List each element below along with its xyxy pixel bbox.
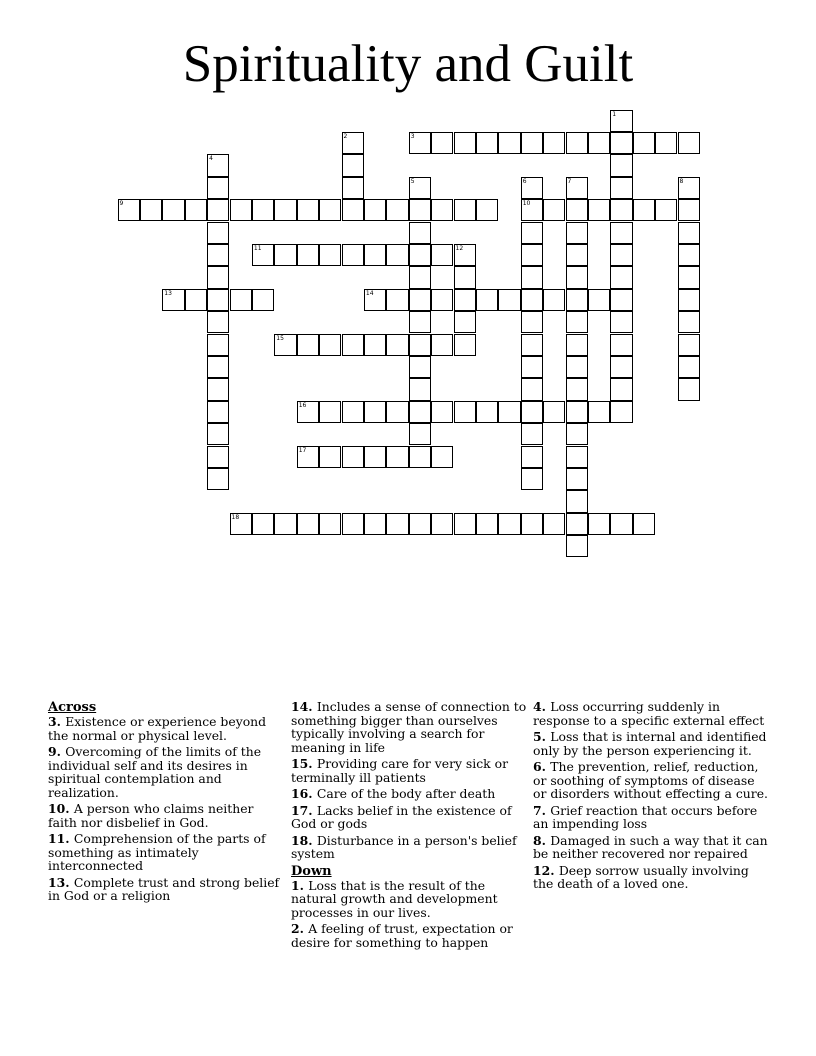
clue-number: 6	[522, 177, 527, 185]
grid-cell[interactable]	[566, 266, 588, 288]
clue-number-label: 1.	[291, 877, 309, 893]
grid-cell[interactable]	[566, 513, 588, 535]
grid-cell[interactable]	[521, 378, 543, 400]
grid-cell[interactable]	[566, 401, 588, 423]
grid-cell[interactable]	[274, 244, 296, 266]
grid-cell[interactable]	[342, 132, 364, 154]
grid-cell[interactable]	[543, 132, 565, 154]
clue-number-label: 8.	[533, 832, 551, 848]
clue-number: 2	[343, 132, 348, 140]
grid-cell[interactable]	[521, 356, 543, 378]
grid-cell[interactable]	[476, 401, 498, 423]
grid-cell[interactable]	[566, 177, 588, 199]
grid-cell[interactable]	[342, 513, 364, 535]
grid-cell[interactable]	[409, 311, 431, 333]
grid-cell[interactable]	[610, 110, 632, 132]
grid-cell[interactable]	[342, 199, 364, 221]
clue-text: Care of the body after death	[316, 786, 496, 801]
grid-cell[interactable]	[610, 222, 632, 244]
clue-number: 4	[209, 155, 213, 163]
grid-cell[interactable]	[454, 311, 476, 333]
grid-cell[interactable]	[678, 356, 700, 378]
clue-text: Existence or experience beyond the normal or physical level.	[48, 714, 267, 743]
grid-cell[interactable]	[454, 513, 476, 535]
grid-cell[interactable]	[274, 334, 296, 356]
grid-cell[interactable]	[431, 289, 453, 311]
grid-cell[interactable]	[678, 132, 700, 154]
grid-cell[interactable]	[319, 199, 341, 221]
grid-cell[interactable]	[566, 132, 588, 154]
grid-cell[interactable]	[297, 199, 319, 221]
clue-item	[533, 804, 769, 831]
grid-cell[interactable]	[431, 244, 453, 266]
grid-cell[interactable]	[498, 513, 520, 535]
clue-number-label: 12.	[533, 862, 559, 878]
clue-text: A feeling of trust, expectation or desire for something to happen	[291, 921, 513, 950]
clue-number: 17	[298, 446, 307, 454]
clue-number: 9	[119, 200, 124, 208]
grid-cell[interactable]	[319, 513, 341, 535]
clue-text: Loss that is internal and identified only by the person experiencing it.	[533, 729, 767, 758]
grid-cell[interactable]	[207, 401, 229, 423]
grid-cell[interactable]	[118, 199, 140, 221]
grid-cell[interactable]	[655, 132, 677, 154]
clue-text: Loss occurring suddenly in response to a specific external effect	[533, 699, 765, 728]
clue-number-label: 14.	[291, 699, 317, 714]
grid-cell[interactable]	[521, 132, 543, 154]
grid-cell[interactable]	[431, 334, 453, 356]
grid-cell[interactable]	[364, 244, 386, 266]
grid-cell[interactable]	[454, 289, 476, 311]
clue-item	[533, 700, 769, 727]
grid-cell[interactable]	[588, 401, 610, 423]
clue-text: Disturbance in a person's belief system	[291, 832, 517, 861]
grid-cell[interactable]	[140, 199, 162, 221]
clue-number-label: 6.	[533, 759, 551, 774]
clue-item	[291, 700, 527, 754]
grid-cell[interactable]	[521, 423, 543, 445]
grid-cell[interactable]	[162, 289, 184, 311]
clue-number-label: 13.	[48, 874, 74, 890]
grid-cell[interactable]	[431, 199, 453, 221]
grid-cell[interactable]	[610, 378, 632, 400]
grid-cell[interactable]	[386, 289, 408, 311]
grid-cell[interactable]	[409, 356, 431, 378]
grid-cell[interactable]	[274, 513, 296, 535]
grid-cell[interactable]	[521, 222, 543, 244]
grid-cell[interactable]	[476, 199, 498, 221]
grid-cell[interactable]	[566, 334, 588, 356]
grid-cell[interactable]	[207, 177, 229, 199]
grid-cell[interactable]	[230, 199, 252, 221]
grid-cell[interactable]	[364, 446, 386, 468]
clue-text: Includes a sense of connection to something bigger than ourselves typically involving a search for meaning in life	[291, 699, 527, 755]
grid-cell[interactable]	[633, 513, 655, 535]
grid-cell[interactable]	[409, 177, 431, 199]
grid-cell[interactable]	[409, 289, 431, 311]
grid-cell[interactable]	[521, 244, 543, 266]
grid-cell[interactable]	[409, 244, 431, 266]
clue-item	[533, 834, 769, 861]
clue-number-label: 3.	[48, 714, 66, 729]
grid-cell[interactable]	[409, 401, 431, 423]
grid-cell[interactable]	[454, 132, 476, 154]
clue-number-label: 15.	[291, 756, 317, 771]
across-clue-list-continued	[291, 700, 527, 861]
clue-number: 7	[567, 177, 572, 185]
clue-text: Complete trust and strong belief in God or a religion	[48, 874, 280, 903]
grid-cell[interactable]	[454, 401, 476, 423]
clue-number-label: 5.	[533, 729, 551, 744]
grid-cell[interactable]	[454, 244, 476, 266]
clue-item	[291, 757, 527, 784]
clue-text: Loss that is the result of the natural growth and development processes in our lives.	[291, 877, 498, 920]
grid-cell[interactable]	[185, 199, 207, 221]
clue-text: The prevention, relief, reduction, or soothing of symptoms of disease or disorders without effecting a cure.	[533, 759, 768, 801]
grid-cell[interactable]	[297, 446, 319, 468]
clue-number: 15	[276, 334, 284, 342]
grid-cell[interactable]	[386, 334, 408, 356]
grid-cell[interactable]	[319, 401, 341, 423]
grid-cell[interactable]	[207, 244, 229, 266]
grid-cell[interactable]	[610, 154, 632, 176]
across-heading: Across	[48, 700, 97, 715]
grid-cell[interactable]	[409, 132, 431, 154]
across-clue-list	[48, 715, 284, 903]
grid-cell[interactable]	[633, 199, 655, 221]
grid-cell[interactable]	[678, 177, 700, 199]
grid-cell[interactable]	[610, 356, 632, 378]
clue-number-label: 9.	[48, 744, 66, 759]
clue-text: Damaged in such a way that it can be neither recovered nor repaired	[533, 832, 768, 861]
grid-cell[interactable]	[252, 199, 274, 221]
grid-cell[interactable]	[342, 244, 364, 266]
grid-cell[interactable]	[342, 446, 364, 468]
clue-number: 1	[612, 110, 617, 118]
clue-number-label: 4.	[533, 699, 551, 714]
grid-cell[interactable]	[207, 446, 229, 468]
grid-cell[interactable]	[431, 132, 453, 154]
clue-number: 13	[164, 289, 172, 297]
clue-number: 10	[522, 200, 531, 208]
grid-cell[interactable]	[252, 244, 274, 266]
grid-cell[interactable]	[386, 244, 408, 266]
grid-cell[interactable]	[476, 513, 498, 535]
grid-cell[interactable]	[454, 199, 476, 221]
grid-cell[interactable]	[610, 289, 632, 311]
grid-cell[interactable]	[521, 289, 543, 311]
grid-cell[interactable]	[566, 535, 588, 557]
clue-text: A person who claims neither faith nor disbelief in God.	[48, 801, 254, 830]
grid-cell[interactable]	[610, 513, 632, 535]
grid-cell[interactable]	[588, 513, 610, 535]
grid-cell[interactable]	[409, 222, 431, 244]
grid-cell[interactable]	[566, 423, 588, 445]
grid-cell[interactable]	[543, 289, 565, 311]
grid-cell[interactable]	[678, 244, 700, 266]
grid-cell[interactable]	[207, 266, 229, 288]
clue-item	[48, 715, 284, 742]
grid-cell[interactable]	[409, 199, 431, 221]
grid-cell[interactable]	[498, 132, 520, 154]
clue-number: 16	[298, 401, 307, 409]
grid-cell[interactable]	[610, 132, 632, 154]
grid-cell[interactable]	[633, 132, 655, 154]
grid-cell[interactable]	[230, 289, 252, 311]
clue-number: 14	[365, 289, 374, 297]
grid-cell[interactable]	[185, 289, 207, 311]
grid-cell[interactable]	[521, 311, 543, 333]
grid-cell[interactable]	[521, 468, 543, 490]
clue-text: Lacks belief in the existence of God or gods	[291, 802, 512, 831]
grid-cell[interactable]	[454, 266, 476, 288]
down-clue-list-continued	[533, 700, 769, 891]
grid-cell[interactable]	[342, 334, 364, 356]
grid-cell[interactable]	[431, 401, 453, 423]
clue-item	[291, 834, 527, 861]
grid-cell[interactable]	[454, 334, 476, 356]
grid-cell[interactable]	[252, 289, 274, 311]
grid-cell[interactable]	[521, 334, 543, 356]
clue-number: 18	[231, 513, 240, 521]
clue-item	[291, 922, 527, 949]
grid-cell[interactable]	[566, 222, 588, 244]
grid-cell[interactable]	[543, 401, 565, 423]
clue-text: Deep sorrow usually involving the death of a loved one.	[533, 862, 749, 891]
grid-cell[interactable]	[162, 199, 184, 221]
clues-column-3	[533, 700, 769, 894]
clue-text: Grief reaction that occurs before an impending loss	[533, 802, 758, 831]
grid-cell[interactable]	[207, 222, 229, 244]
clue-text: Comprehension of the parts of something as intimately interconnected	[48, 831, 266, 873]
grid-cell[interactable]	[610, 199, 632, 221]
clue-number: 8	[679, 177, 684, 185]
grid-cell[interactable]	[409, 513, 431, 535]
grid-cell[interactable]	[409, 446, 431, 468]
grid-cell[interactable]	[521, 513, 543, 535]
grid-cell[interactable]	[297, 244, 319, 266]
grid-cell[interactable]	[230, 513, 252, 535]
grid-cell[interactable]	[476, 132, 498, 154]
grid-cell[interactable]	[409, 423, 431, 445]
grid-cell[interactable]	[543, 513, 565, 535]
grid-cell[interactable]	[409, 266, 431, 288]
clue-item	[48, 745, 284, 799]
clue-text: Overcoming of the limits of the individual self and its desires in spiritual contemplation and realization.	[48, 744, 262, 800]
grid-cell[interactable]	[610, 311, 632, 333]
grid-cell[interactable]	[207, 199, 229, 221]
grid-cell[interactable]	[566, 356, 588, 378]
grid-cell[interactable]	[678, 378, 700, 400]
grid-cell[interactable]	[678, 199, 700, 221]
clue-number-label: 7.	[533, 802, 551, 818]
clue-number-label: 11.	[48, 831, 74, 846]
grid-cell[interactable]	[207, 423, 229, 445]
clue-number-label: 16.	[291, 786, 317, 801]
grid-cell[interactable]	[610, 334, 632, 356]
grid-cell[interactable]	[566, 468, 588, 490]
grid-cell[interactable]	[297, 334, 319, 356]
clue-number-label: 2.	[291, 921, 309, 936]
grid-cell[interactable]	[252, 513, 274, 535]
grid-cell[interactable]	[566, 446, 588, 468]
grid-cell[interactable]	[342, 401, 364, 423]
grid-cell[interactable]	[207, 154, 229, 176]
grid-cell[interactable]	[386, 199, 408, 221]
grid-cell[interactable]	[274, 199, 296, 221]
grid-cell[interactable]	[319, 244, 341, 266]
grid-cell[interactable]	[207, 468, 229, 490]
grid-cell[interactable]	[319, 334, 341, 356]
grid-cell[interactable]	[431, 513, 453, 535]
grid-cell[interactable]	[588, 289, 610, 311]
clue-item	[291, 787, 527, 801]
grid-cell[interactable]	[364, 334, 386, 356]
grid-cell[interactable]	[543, 199, 565, 221]
grid-cell[interactable]	[386, 401, 408, 423]
grid-cell[interactable]	[364, 289, 386, 311]
grid-cell[interactable]	[297, 401, 319, 423]
grid-cell[interactable]	[476, 289, 498, 311]
clue-item	[533, 864, 769, 891]
grid-cell[interactable]	[207, 311, 229, 333]
clues-column-1	[48, 700, 284, 906]
grid-cell[interactable]	[678, 311, 700, 333]
grid-cell[interactable]	[566, 378, 588, 400]
grid-cell[interactable]	[364, 513, 386, 535]
clue-item	[48, 876, 284, 903]
down-clue-list	[291, 879, 527, 950]
clue-number-label: 17.	[291, 802, 317, 818]
grid-cell[interactable]	[386, 446, 408, 468]
grid-cell[interactable]	[566, 490, 588, 512]
grid-cell[interactable]	[588, 199, 610, 221]
clue-number-label: 10.	[48, 801, 74, 816]
clue-number: 11	[253, 244, 262, 252]
grid-cell[interactable]	[319, 446, 341, 468]
grid-cell[interactable]	[610, 266, 632, 288]
grid-cell[interactable]	[521, 446, 543, 468]
clues-column-2	[291, 700, 527, 952]
grid-cell[interactable]	[207, 334, 229, 356]
grid-cell[interactable]	[207, 356, 229, 378]
grid-cell[interactable]	[566, 311, 588, 333]
clue-item	[533, 730, 769, 757]
clue-item	[48, 802, 284, 829]
grid-cell[interactable]	[610, 177, 632, 199]
grid-cell[interactable]	[521, 177, 543, 199]
grid-cell[interactable]	[409, 334, 431, 356]
grid-cell[interactable]	[678, 222, 700, 244]
puzzle-title: Spirituality and Guilt	[182, 35, 634, 93]
grid-cell[interactable]	[342, 154, 364, 176]
grid-cell[interactable]	[678, 289, 700, 311]
grid-cell[interactable]	[610, 244, 632, 266]
grid-cell[interactable]	[521, 266, 543, 288]
grid-cell[interactable]	[498, 289, 520, 311]
grid-cell[interactable]	[678, 334, 700, 356]
grid-cell[interactable]	[386, 513, 408, 535]
clue-item	[291, 879, 527, 920]
grid-cell[interactable]	[364, 401, 386, 423]
grid-cell[interactable]	[610, 401, 632, 423]
grid-cell[interactable]	[431, 446, 453, 468]
grid-cell[interactable]	[588, 132, 610, 154]
grid-cell[interactable]	[207, 289, 229, 311]
down-heading: Down	[291, 863, 332, 879]
clue-number: 12	[455, 244, 464, 252]
grid-cell[interactable]	[655, 199, 677, 221]
clue-item	[48, 832, 284, 873]
clue-number: 3	[410, 132, 415, 140]
grid-cell[interactable]	[364, 199, 386, 221]
clue-number-label: 18.	[291, 832, 317, 848]
grid-cell[interactable]	[678, 266, 700, 288]
grid-cell[interactable]	[521, 199, 543, 221]
clue-item	[291, 804, 527, 831]
grid-cell[interactable]	[566, 244, 588, 266]
grid-cell[interactable]	[409, 378, 431, 400]
grid-cell[interactable]	[498, 401, 520, 423]
clue-number: 5	[410, 177, 415, 185]
grid-cell[interactable]	[297, 513, 319, 535]
grid-cell[interactable]	[566, 199, 588, 221]
grid-cell[interactable]	[521, 401, 543, 423]
grid-cell[interactable]	[566, 289, 588, 311]
grid-cell[interactable]	[207, 378, 229, 400]
clue-text: Providing care for very sick or terminally ill patients	[291, 756, 509, 785]
grid-cell[interactable]	[342, 177, 364, 199]
clue-item	[533, 760, 769, 801]
